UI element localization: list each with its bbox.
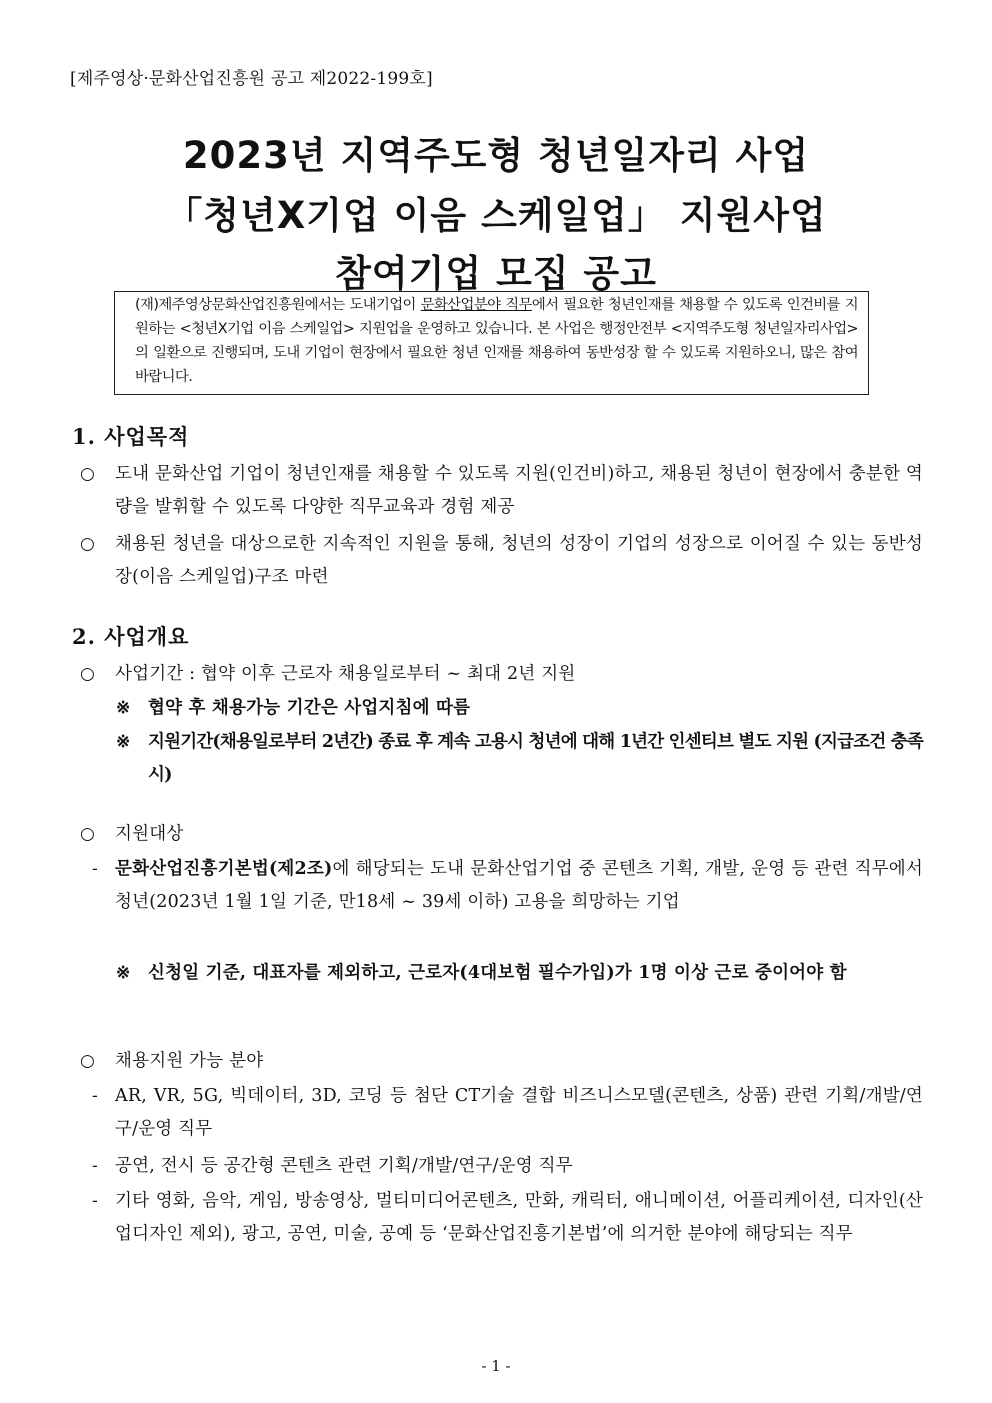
intro-box <box>114 291 869 395</box>
dash-bullet-icon: - <box>92 859 98 879</box>
intro-underlined: 문화산업분야 직무 <box>420 297 532 313</box>
circle-bullet-icon: ○ <box>80 1051 96 1071</box>
circle-bullet-icon: ○ <box>80 824 96 844</box>
note-text: 지원기간(채용일로부터 2년간) 종료 후 계속 고용시 청년에 대해 1년간 인센티브 별도 지원 (지급조건 충족 시) <box>148 732 923 785</box>
section-1-heading: 1. 사업목적 <box>72 424 190 449</box>
bullet-text: 채용된 청년을 대상으로한 지속적인 지원을 통해, 청년의 성장이 기업의 성장으로 이어질 수 있는 동반성장(이음 스케일업)구조 마련 <box>115 534 923 587</box>
bullet-text: 도내 문화산업 기업이 청년인재를 채용할 수 있도록 지원(인건비)하고, 채용된 청년이 현장에서 충분한 역량을 발휘할 수 있도록 다양한 직무교육과 경험 제공 <box>115 464 923 517</box>
title-line-2: 「청년X기업 이음 스케일업」 지원사업 <box>165 194 827 237</box>
circle-bullet-icon: ○ <box>80 464 96 484</box>
target-text-rest: 에 해당되는 도내 문화산업기업 중 콘텐츠 기획, 개발, 운영 등 관련 직무에서 청년(2023년 1월 1일 기준, 만18세 ~ 39세 이하) 고용을 희망하는 기업 <box>115 859 923 912</box>
note-mark-icon: ※ <box>116 698 131 718</box>
note-text: 신청일 기준, 대표자를 제외하고, 근로자(4대보험 필수가입)가 1명 이상 근로 중이어야 함 <box>148 963 847 983</box>
fields-label: 채용지원 가능 분야 <box>115 1051 264 1071</box>
field-text: 기타 영화, 음악, 게임, 방송영상, 멀티미디어콘텐츠, 만화, 캐릭터, 애니메이션, 어플리케이션, 디자인(산업디자인 제외), 광고, 공연, 미술, 공예 등 ‘문화산업진흥기본법’에 의거한 분야에 해당되는 직무 <box>115 1191 923 1244</box>
circle-bullet-icon: ○ <box>80 664 96 684</box>
section-2-heading: 2. 사업개요 <box>72 624 190 649</box>
field-text: 공연, 전시 등 공간형 콘텐츠 관련 기획/개발/연구/운영 직무 <box>115 1156 573 1176</box>
title-line-1: 2023년 지역주도형 청년일자리 사업 <box>182 134 810 177</box>
intro-text-2: 에서 필요한 청년인재를 채용할 수 있도록 인건비를 지원하는 <청년X기업 이음 스케일업> 지원업을 운영하고 있습니다. 본 사업은 행정안전부 <지역주도형 청년일자리사업>의 일환으로 진행되며, 도내 기업이 현장에서 필요한 청년 인재를 채용하여 동반성장 할 수 있도록 지원하오니, 많은 참여 바랍니다. <box>135 297 858 385</box>
dash-bullet-icon: - <box>92 1191 98 1211</box>
intro-text-1: (재)제주영상문화산업진흥원에서는 도내기업이 <box>135 297 421 313</box>
title-line-3: 참여기업 모집 공고 <box>335 252 657 295</box>
notice-number: [제주영상·문화산업진흥원 공고 제2022-199호] <box>70 69 433 89</box>
note-text: 협약 후 채용가능 기간은 사업지침에 따름 <box>148 698 471 718</box>
period-text: 사업기간 : 협약 이후 근로자 채용일로부터 ~ 최대 2년 지원 <box>115 664 576 684</box>
field-text: AR, VR, 5G, 빅데이터, 3D, 코딩 등 첨단 CT기술 결합 비즈니스모델(콘텐츠, 상품) 관련 기획/개발/연구/운영 직무 <box>115 1086 923 1139</box>
note-mark-icon: ※ <box>116 963 131 983</box>
target-text <box>115 853 923 919</box>
note-mark-icon: ※ <box>116 732 131 752</box>
dash-bullet-icon: - <box>92 1086 98 1106</box>
target-label: 지원대상 <box>115 824 184 844</box>
dash-bullet-icon: - <box>92 1156 98 1176</box>
law-reference: 문화산업진흥기본법(제2조) <box>115 859 333 879</box>
circle-bullet-icon: ○ <box>80 534 96 554</box>
page-number: - 1 - <box>481 1357 511 1375</box>
